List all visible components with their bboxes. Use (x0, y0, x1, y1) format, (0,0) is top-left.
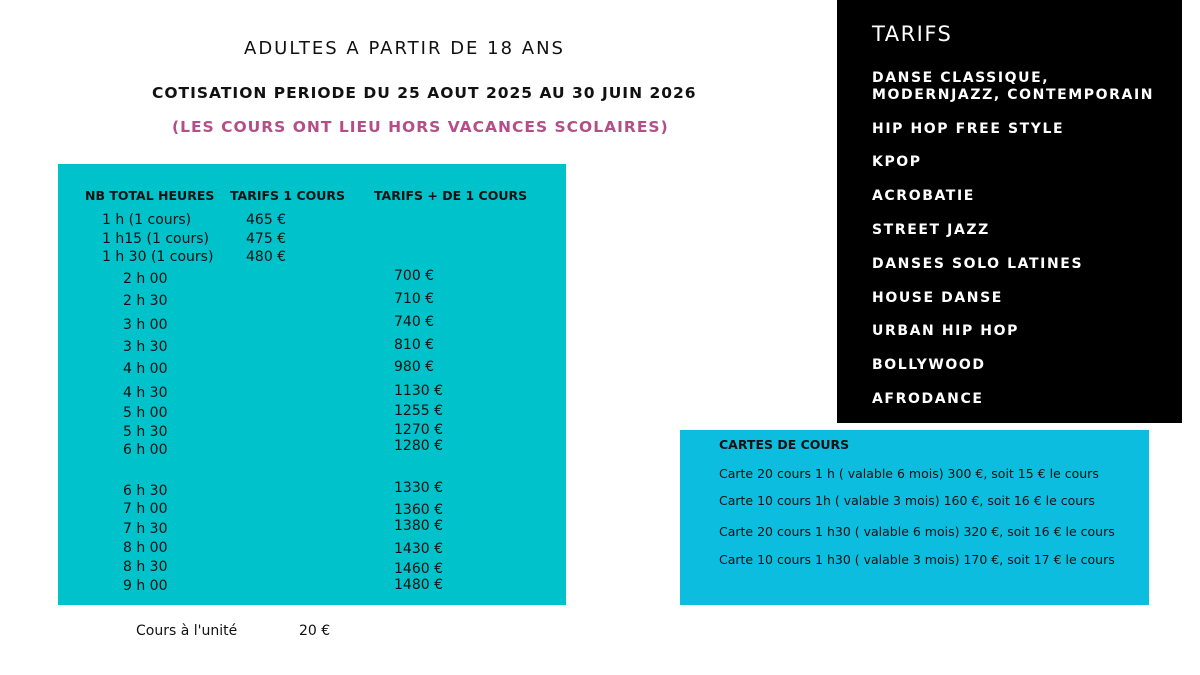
dance-style-item: DANSES SOLO LATINES (872, 256, 1084, 272)
table-row-hours: 2 h 00 (123, 271, 168, 287)
table-row-hours: 1 h15 (1 cours) (102, 231, 209, 247)
table-row-hours: 3 h 00 (123, 317, 168, 333)
page-subtitle: ADULTES A PARTIR DE 18 ANS (244, 38, 565, 59)
course-cards-panel (680, 430, 1149, 605)
table-row-hours: 6 h 30 (123, 483, 168, 499)
table-row-price: 1330 € (394, 480, 443, 496)
table-row-hours: 4 h 00 (123, 361, 168, 377)
table-row-hours: 7 h 00 (123, 501, 168, 517)
table-row-price: 810 € (394, 337, 435, 353)
dance-style-item: HOUSE DANSE (872, 290, 1003, 306)
table-row-price: 1480 € (394, 577, 443, 593)
header-total-hours: NB TOTAL HEURES (85, 188, 215, 203)
table-row-hours: 5 h 00 (123, 405, 168, 421)
table-row-price: 1130 € (394, 383, 443, 399)
table-row-hours: 6 h 00 (123, 442, 168, 458)
table-row-hours: 1 h 30 (1 cours) (102, 249, 214, 265)
table-row-price: 1460 € (394, 561, 443, 577)
table-row-price: 710 € (394, 291, 435, 307)
course-cards-title: CARTES DE COURS (719, 437, 850, 452)
dance-style-item: AFRODANCE (872, 391, 984, 407)
tarifs-title: TARIFS (872, 22, 953, 46)
unit-course-label: Cours à l'unité (136, 623, 238, 639)
table-row-price: 1430 € (394, 541, 443, 557)
dance-style-item: STREET JAZZ (872, 222, 990, 238)
course-card-item: Carte 20 cours 1 h30 ( valable 6 mois) 320 €, soit 16 € le cours (719, 524, 1115, 539)
table-row-hours: 7 h 30 (123, 521, 168, 537)
table-row-hours: 3 h 30 (123, 339, 168, 355)
table-row-price: 1380 € (394, 518, 443, 534)
table-row-hours: 1 h (1 cours) (102, 212, 192, 228)
dance-style-item: DANSE CLASSIQUE, MODERNJAZZ, CONTEMPORAIN (872, 70, 1155, 103)
header-multi-course: TARIFS + DE 1 COURS (374, 188, 528, 203)
table-row-hours: 2 h 30 (123, 293, 168, 309)
table-row-price: 465 € (246, 212, 287, 228)
table-row-hours: 8 h 00 (123, 540, 168, 556)
dance-style-item: URBAN HIP HOP (872, 323, 1019, 339)
dance-style-item: BOLLYWOOD (872, 357, 986, 373)
unit-course-price: 20 € (299, 623, 331, 639)
dance-style-item: ACROBATIE (872, 188, 975, 204)
holiday-note: (LES COURS ONT LIEU HORS VACANCES SCOLAIRES) (172, 118, 669, 136)
dance-style-item: KPOP (872, 154, 922, 170)
header-single-course: TARIFS 1 COURS (230, 188, 346, 203)
table-row-hours: 9 h 00 (123, 578, 168, 594)
table-row-hours: 5 h 30 (123, 424, 168, 440)
period-heading: COTISATION PERIODE DU 25 AOUT 2025 AU 30 JUIN 2026 (152, 84, 697, 102)
table-row-price: 1255 € (394, 403, 443, 419)
dance-style-item: HIP HOP FREE STYLE (872, 121, 1065, 137)
table-row-price: 1270 € (394, 422, 443, 438)
course-card-item: Carte 10 cours 1 h30 ( valable 3 mois) 170 €, soit 17 € le cours (719, 552, 1115, 567)
course-card-item: Carte 10 cours 1h ( valable 3 mois) 160 €, soit 16 € le cours (719, 493, 1095, 508)
table-row-price: 1360 € (394, 502, 443, 518)
table-row-price: 980 € (394, 359, 435, 375)
table-row-price: 480 € (246, 249, 287, 265)
table-row-hours: 8 h 30 (123, 559, 168, 575)
table-row-price: 740 € (394, 314, 435, 330)
table-row-price: 1280 € (394, 438, 443, 454)
table-row-price: 475 € (246, 231, 287, 247)
course-card-item: Carte 20 cours 1 h ( valable 6 mois) 300 €, soit 15 € le cours (719, 466, 1099, 481)
table-row-price: 700 € (394, 268, 435, 284)
table-row-hours: 4 h 30 (123, 385, 168, 401)
